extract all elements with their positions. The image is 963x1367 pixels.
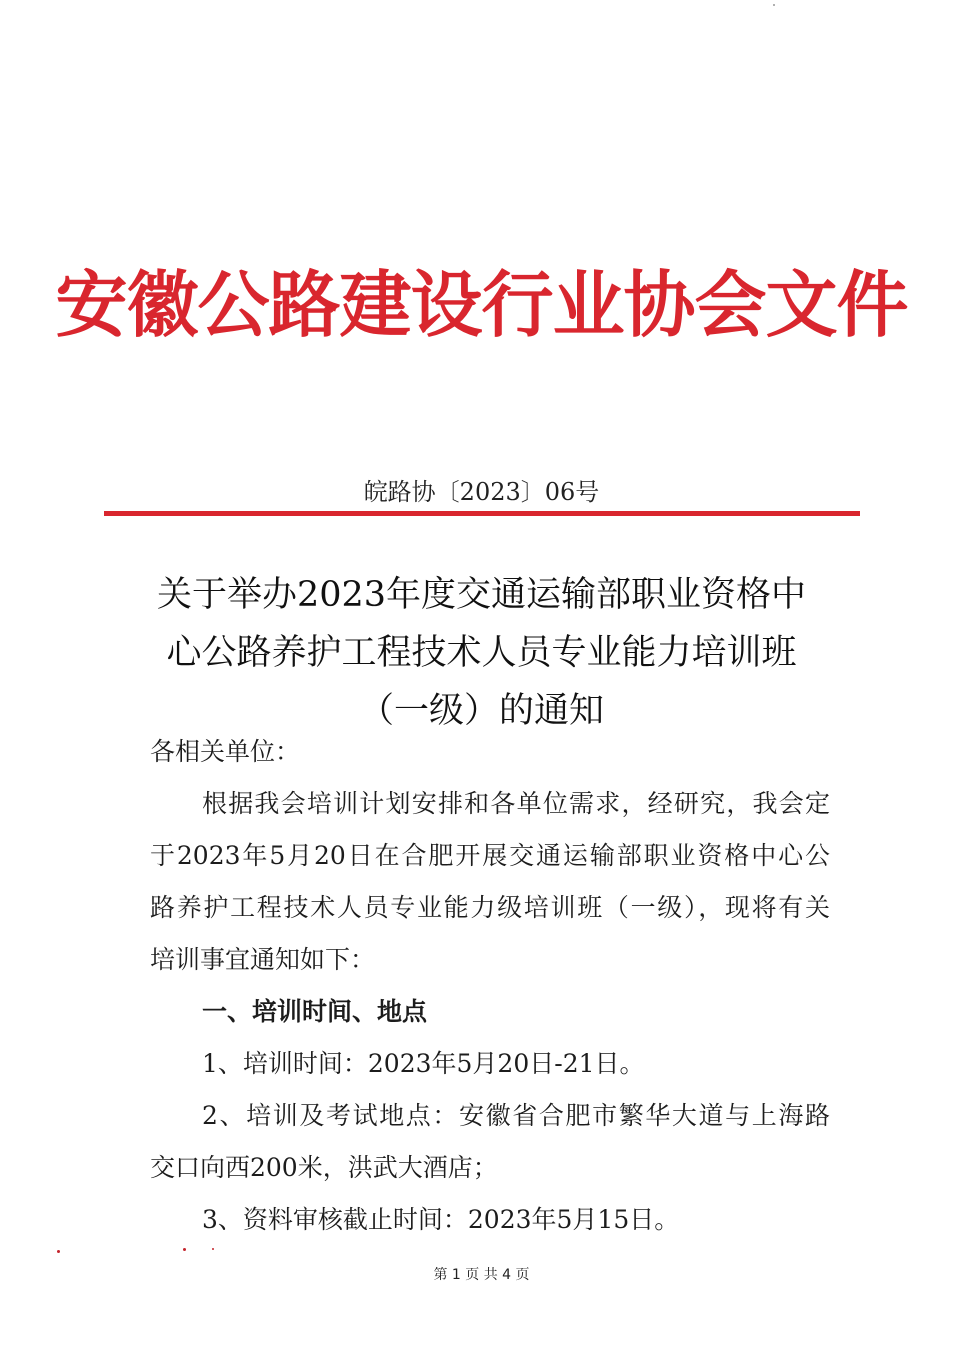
letterhead-title: 安徽公路建设行业协会文件	[55, 263, 908, 347]
section-heading: 一、培训时间、地点	[202, 997, 428, 1026]
list-item-continuation: 交口向西200米，洪武大酒店；	[150, 1153, 498, 1182]
intro-line: 于2023年5月20日在合肥开展交通运输部职业资格中心公	[150, 841, 830, 870]
letterhead-divider	[104, 511, 860, 516]
notice-title-line: （一级）的通知	[358, 691, 604, 731]
ink-speck	[773, 4, 775, 6]
document-number: 皖路协〔2023〕06号	[363, 478, 600, 506]
notice-title-line: 关于举办2023年度交通运输部职业资格中	[156, 575, 807, 615]
list-item: 2、培训及考试地点：安徽省合肥市繁华大道与上海路	[202, 1101, 830, 1130]
page-footer: 第 1 页 共 4 页	[433, 1267, 530, 1283]
intro-line: 根据我会培训计划安排和各单位需求，经研究，我会定	[202, 789, 830, 818]
ink-speck	[57, 1250, 60, 1253]
salutation: 各相关单位：	[150, 737, 301, 766]
intro-line: 培训事宜通知如下：	[150, 945, 376, 974]
intro-line: 路养护工程技术人员专业能力级培训班（一级），现将有关	[150, 893, 830, 922]
notice-title	[120, 566, 843, 740]
ink-speck	[212, 1248, 214, 1250]
notice-title-line: 心公路养护工程技术人员专业能力培训班	[166, 633, 797, 673]
list-item: 3、资料审核截止时间：2023年5月15日。	[202, 1205, 680, 1234]
list-item: 1、培训时间：2023年5月20日-21日。	[202, 1049, 645, 1078]
ink-speck	[183, 1248, 186, 1251]
